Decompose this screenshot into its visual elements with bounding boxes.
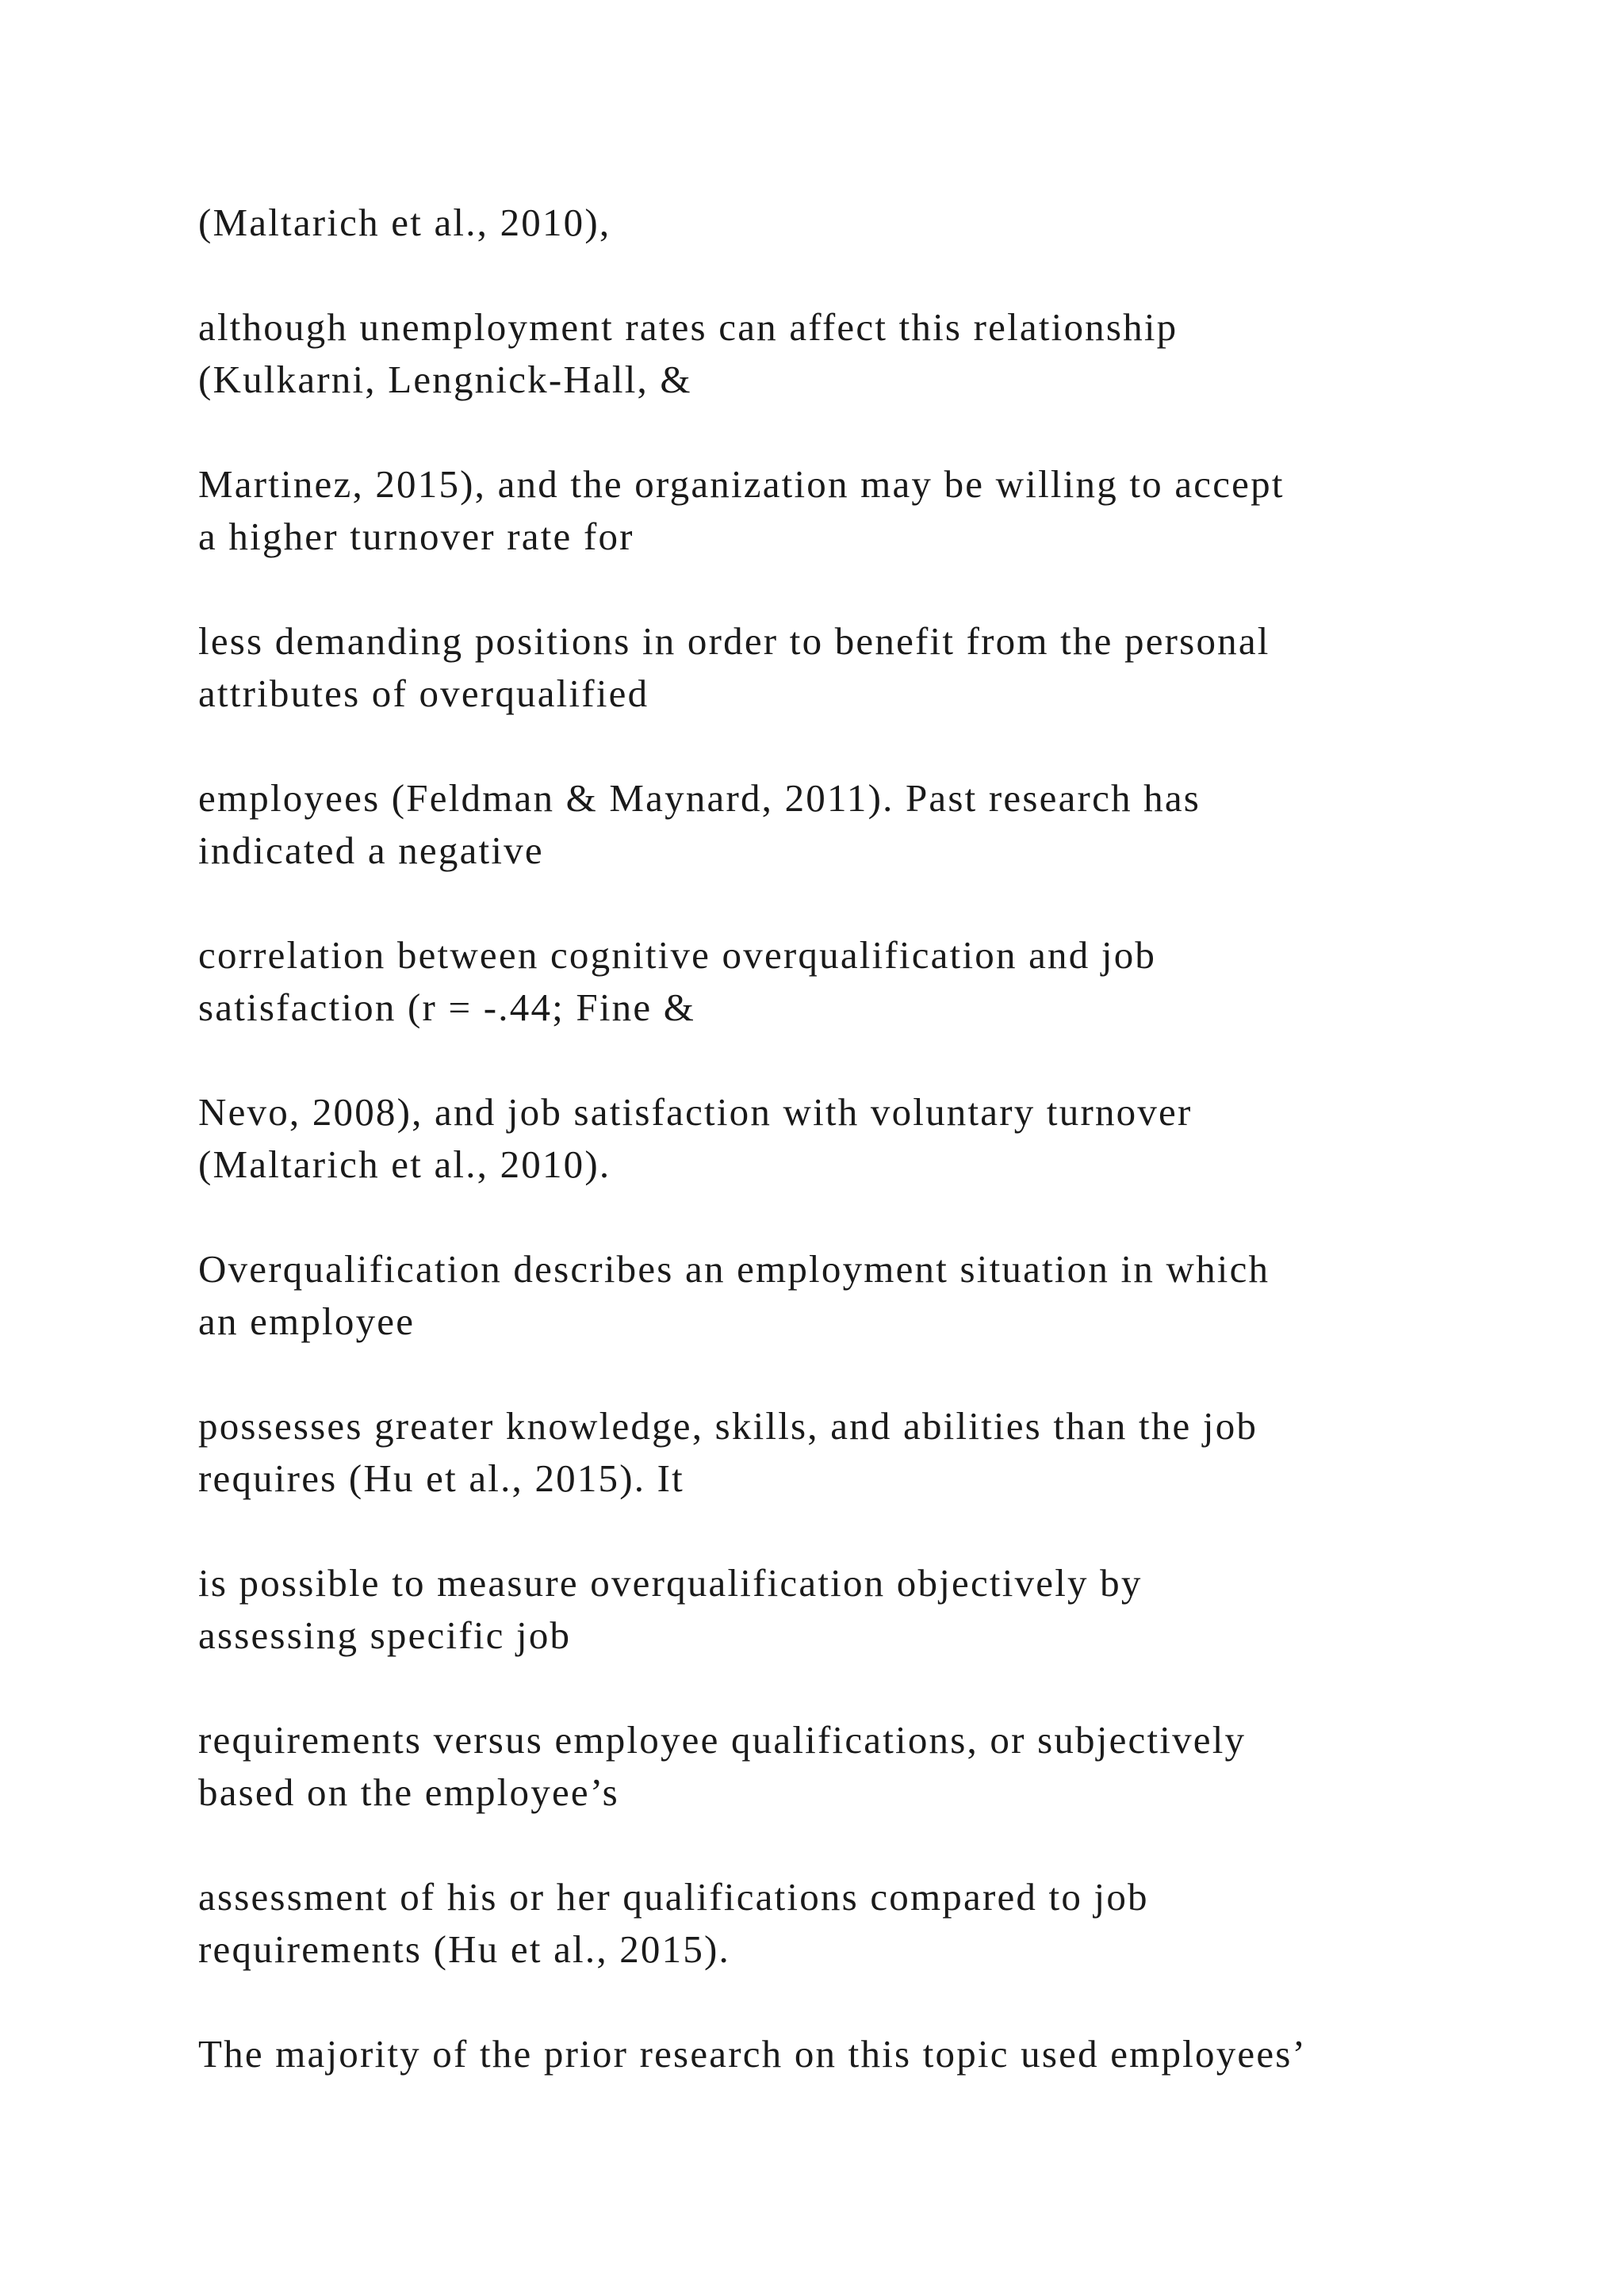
paragraph-7 <box>198 1086 1193 1191</box>
paragraph-5 <box>198 772 1201 877</box>
text-line: a higher turnover rate for <box>198 515 634 558</box>
text-line: assessing specific job <box>198 1613 572 1657</box>
paragraph-2 <box>198 301 1178 406</box>
text-line: requirements (Hu et al., 2015). <box>198 1927 730 1971</box>
paragraph-9 <box>198 1400 1258 1505</box>
text-line: satisfaction (r = -.44; Fine & <box>198 985 696 1029</box>
paragraph-12 <box>198 1871 1149 1976</box>
text-line: (Kulkarni, Lengnick-Hall, & <box>198 358 692 401</box>
text-line: based on the employee’s <box>198 1770 619 1814</box>
paragraph-6 <box>198 929 1156 1034</box>
text-line: is possible to measure overqualification objectively by <box>198 1561 1143 1605</box>
paragraph-1 <box>198 197 611 249</box>
text-line: assessment of his or her qualifications compared to job <box>198 1875 1149 1919</box>
text-line: attributes of overqualified <box>198 672 649 715</box>
paragraph-3 <box>198 458 1285 563</box>
text-line: an employee <box>198 1299 416 1343</box>
text-line: correlation between cognitive overqualification and job <box>198 933 1157 977</box>
text-line: requirements versus employee qualifications, or subjectively <box>198 1718 1247 1762</box>
text-line: requires (Hu et al., 2015). It <box>198 1456 684 1500</box>
text-line: less demanding positions in order to benefit from the personal <box>198 619 1270 663</box>
text-line: (Maltarich et al., 2010), <box>198 201 611 244</box>
text-line: The majority of the prior research on this topic used employees’ <box>198 2032 1308 2076</box>
paragraph-4 <box>198 615 1270 720</box>
paragraph-10 <box>198 1557 1143 1662</box>
text-line: possesses greater knowledge, skills, and abilities than the job <box>198 1404 1258 1448</box>
text-line: employees (Feldman & Maynard, 2011). Past research has <box>198 776 1201 820</box>
paragraph-8 <box>198 1243 1270 1348</box>
paragraph-11 <box>198 1714 1246 1819</box>
text-line: Overqualification describes an employment situation in which <box>198 1247 1270 1291</box>
text-line: Nevo, 2008), and job satisfaction with voluntary turnover <box>198 1090 1193 1134</box>
text-line: (Maltarich et al., 2010). <box>198 1142 611 1186</box>
paragraph-13 <box>198 2028 1307 2080</box>
text-line: Martinez, 2015), and the organization may be willing to accept <box>198 462 1285 506</box>
text-line: although unemployment rates can affect this relationship <box>198 305 1178 349</box>
text-line: indicated a negative <box>198 828 544 872</box>
